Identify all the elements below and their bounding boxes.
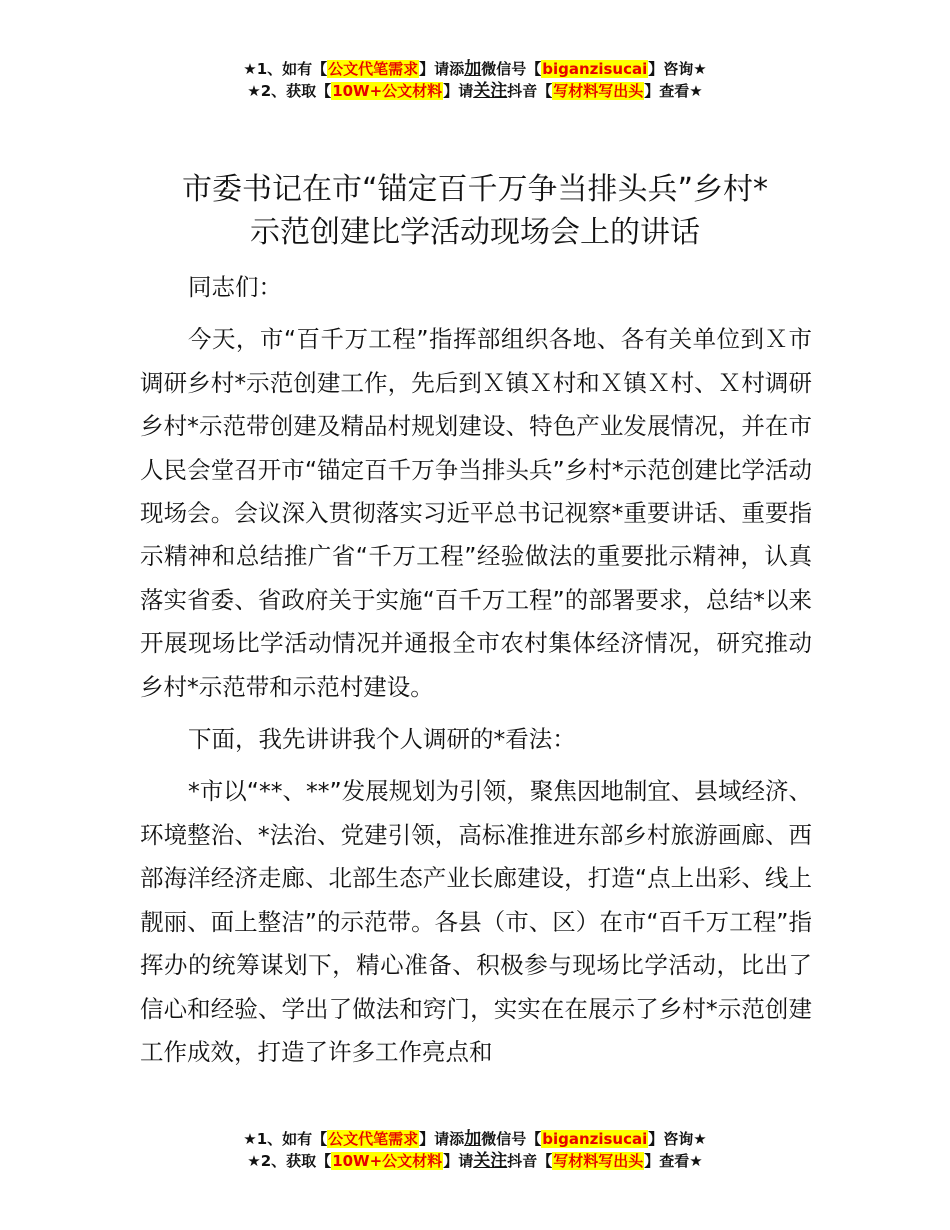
banner-text: 抖音【 — [507, 1152, 553, 1170]
banner-emphasis: 关注 — [473, 1151, 508, 1171]
banner-text: 】查看★ — [644, 82, 703, 100]
paragraph: 下面，我先讲讲我个人调研的*看法： — [188, 725, 576, 754]
banner-emphasis: 加 — [464, 59, 482, 79]
banner-text: 】咨询★ — [648, 1130, 707, 1148]
salutation: 同志们： — [188, 273, 282, 301]
banner-text: 】请添 — [419, 1130, 465, 1148]
banner-text: ★2、获取【 — [247, 82, 332, 100]
banner-highlight: 写材料写出头 — [553, 1152, 644, 1170]
banner-emphasis: 加 — [464, 1129, 482, 1149]
banner-text: 】咨询★ — [648, 60, 707, 78]
banner-text: ★1、如有【 — [243, 60, 328, 78]
banner-highlight: 写材料写出头 — [553, 82, 644, 100]
banner-text: 微信号【 — [481, 60, 542, 78]
header-banner — [0, 58, 950, 102]
banner-line-2 — [0, 80, 950, 102]
document-title — [0, 168, 950, 254]
banner-text: 】请 — [443, 82, 474, 100]
paragraph: *市以“**、**”发展规划为引领，聚焦因地制宜、县域经济、环境整治、*法治、党建引领，高标准推进东部乡村旅游画廊、西部海洋经济走廊、北部生态产业长廊建设，打造“点上出彩、线上靓丽、面上整洁”的示范带。各县（市、区）在市“百千万工程”指挥办的统筹谋划下，精心准备、积极参与现场比学活动，比出了信心和经验、学出了做法和窍门，实实在在展示了乡村*示范创建工作成效，打造了许多工作亮点和 — [140, 777, 812, 1066]
banner-line-1 — [0, 58, 950, 80]
banner-line-2 — [0, 1150, 950, 1172]
banner-highlight: 10W+公文材料 — [332, 82, 443, 100]
document-body — [140, 266, 812, 1074]
title-line-1: 市委书记在市“锚定百千万争当排头兵”乡村* — [181, 172, 769, 207]
banner-text: ★2、获取【 — [247, 1152, 332, 1170]
banner-line-1 — [0, 1128, 950, 1150]
banner-text: 】请添 — [419, 60, 465, 78]
banner-text: ★1、如有【 — [243, 1130, 328, 1148]
banner-highlight: 10W+公文材料 — [332, 1152, 443, 1170]
banner-highlight: 公文代笔需求 — [328, 60, 419, 78]
title-line-2: 示范创建比学活动现场会上的讲话 — [250, 215, 700, 250]
paragraph: 今天，市“百千万工程”指挥部组织各地、各有关单位到Ｘ市调研乡村*示范创建工作，先后到Ｘ镇Ｘ村和Ｘ镇Ｘ村、Ｘ村调研乡村*示范带创建及精品村规划建设、特色产业发展情况，并在市人民会堂召开市“锚定百千万争当排头兵”乡村*示范创建比学活动现场会。会议深入贯彻落实习近平总书记视察*重要讲话、重要指示精神和总结推广省“千万工程”经验做法的重要批示精神，认真落实省委、省政府关于实施“百千万工程”的部署要求，总结*以来开展现场比学活动情况并通报全市农村集体经济情况，研究推动乡村*示范带和示范村建设。 — [140, 325, 812, 701]
banner-text: 抖音【 — [507, 82, 553, 100]
banner-highlight: biganzisucai — [542, 60, 648, 78]
banner-highlight: biganzisucai — [542, 1130, 648, 1148]
banner-emphasis: 关注 — [473, 81, 508, 101]
banner-text: 微信号【 — [481, 1130, 542, 1148]
footer-banner — [0, 1128, 950, 1172]
banner-highlight: 公文代笔需求 — [328, 1130, 419, 1148]
banner-text: 】查看★ — [644, 1152, 703, 1170]
banner-text: 】请 — [443, 1152, 474, 1170]
